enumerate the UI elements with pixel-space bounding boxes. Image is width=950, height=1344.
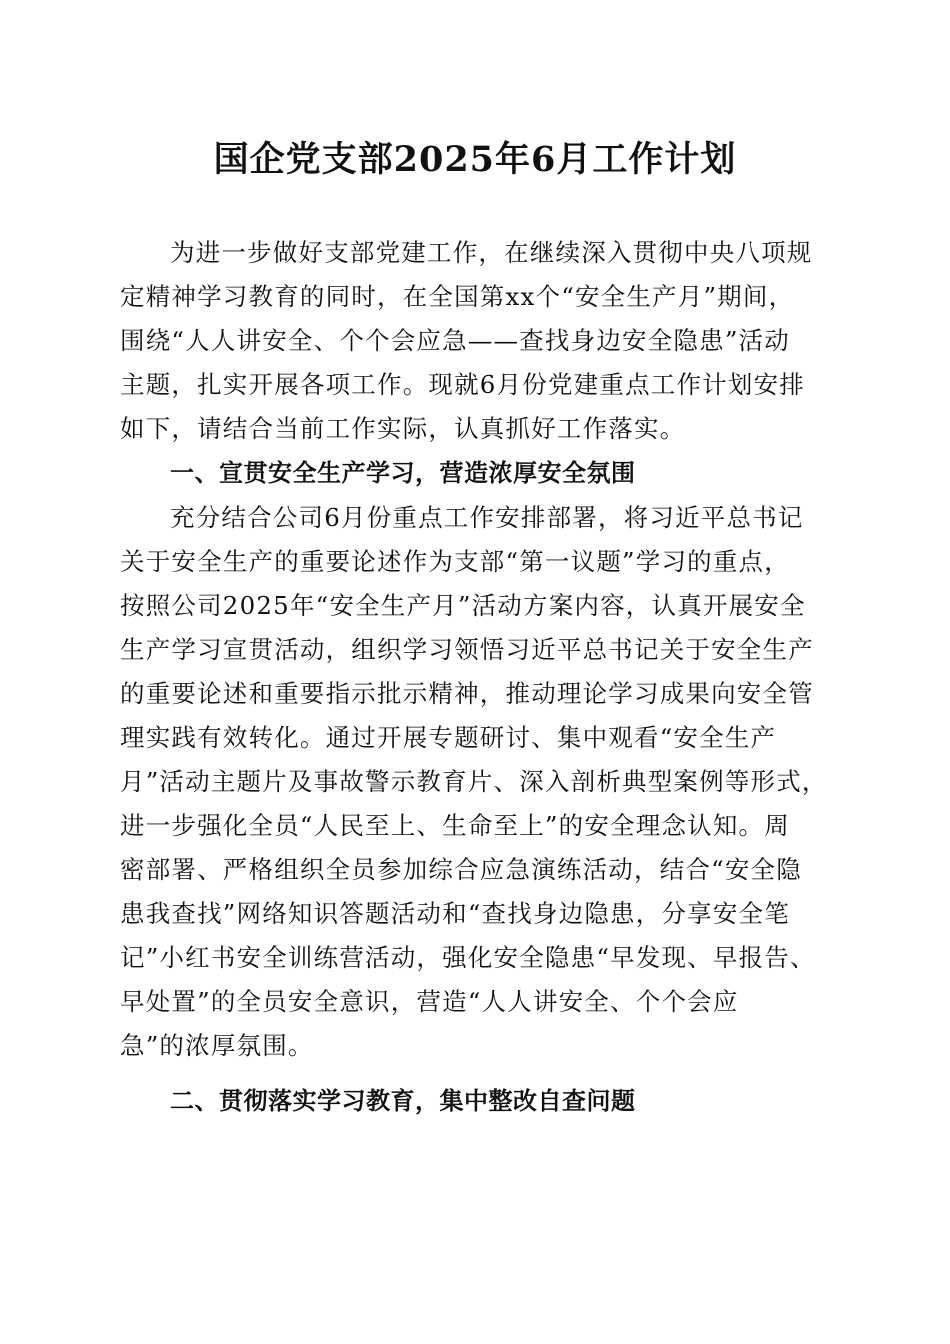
intro-line-2: 定精神学习教育的同时，在全国第xx个“安全生产月”期间，: [120, 282, 795, 311]
section-2-heading: 二、贯彻落实学习教育，集中整改自查问题: [170, 1087, 636, 1115]
section-1-line-6: 理实践有效转化。通过开展专题研讨、集中观看“安全生产: [120, 723, 777, 752]
section-1-line-2: 关于安全生产的重要论述作为支部“第一议题”学习的重点，: [120, 547, 790, 576]
section-1-line-5: 的重要论述和重要指示批示精神，推动理论学习成果向安全管: [120, 679, 814, 708]
intro-line-5: 如下，请结合当前工作实际，认真抓好工作落实。: [120, 414, 686, 443]
section-1-line-11: 记”小红书安全训练营活动，强化安全隐患“早发现、早报告、: [120, 943, 816, 972]
section-1-line-10: 患我查找”网络知识答题活动和“查找身边隐患，分享安全笔: [120, 899, 790, 928]
section-1-line-8: 进一步强化全员“人民至上、生命至上”的安全理念认知。周: [120, 811, 790, 840]
section-1-line-9: 密部署、严格组织全员参加综合应急演练活动，结合“安全隐: [120, 855, 802, 884]
section-1-line-3: 按照公司2025年“安全生产月”活动方案内容，认真开展安全: [120, 591, 806, 620]
intro-line-1: 为进一步做好支部党建工作，在继续深入贯彻中央八项规: [170, 238, 813, 267]
section-1-line-1: 充分结合公司6月份重点工作安排部署，将习近平总书记: [170, 503, 804, 532]
section-1-line-12: 早处置”的全员安全意识，营造“人人讲安全、个个会应: [120, 987, 739, 1016]
intro-line-4: 主题，扎实开展各项工作。现就6月份党建重点工作计划安排: [120, 370, 805, 399]
intro-line-3: 围绕“人人讲安全、个个会应急——查找身边安全隐患”活动: [120, 326, 790, 355]
section-1-line-7: 月”活动主题片及事故警示教育片、深入剖析典型案例等形式，: [120, 767, 828, 796]
section-1-heading: 一、宣贯安全生产学习，营造浓厚安全氛围: [170, 459, 636, 487]
section-1-line-13: 急”的浓厚氛围。: [120, 1031, 314, 1060]
section-1-line-4: 生产学习宣贯活动，组织学习领悟习近平总书记关于安全生产: [120, 635, 814, 664]
document-title: 国企党支部2025年6月工作计划: [213, 139, 737, 180]
